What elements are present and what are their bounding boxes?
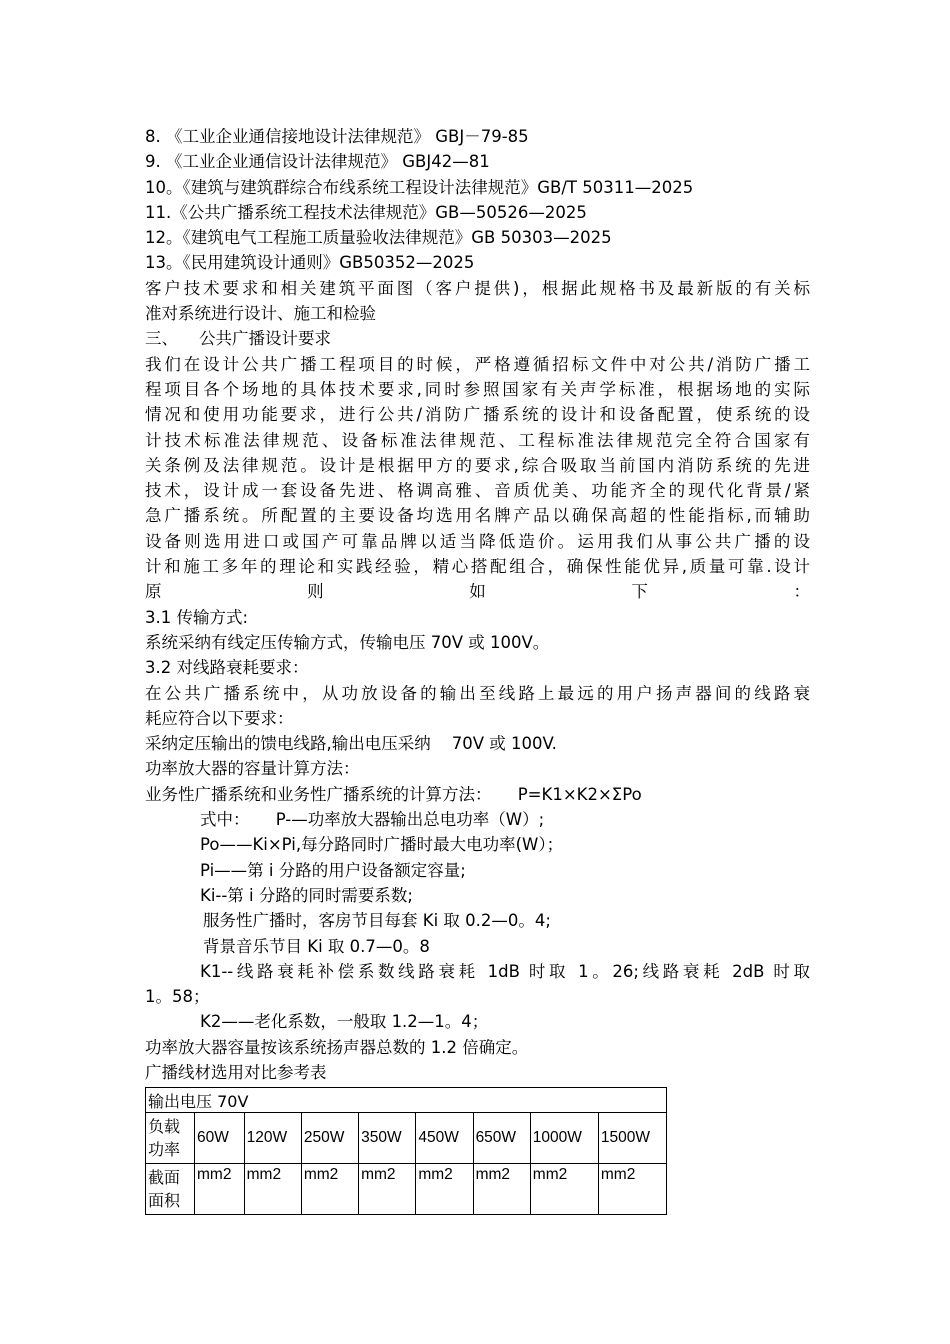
paragraph-line: 计技术标准法律规范、设备标准法律规范、工程标准法律规范完全符合国家有 [145,430,810,450]
formula-definition: Pi——第 i 分路的用户设备额定容量; [200,860,466,880]
reference-item: 12。《建筑电气工程施工质量验收法律规范》GB 50303—2025 [145,228,612,248]
table-cell: mm2 [473,1164,530,1215]
table-row [146,1164,667,1215]
formula-line: 业务性广播系统和业务性广播系统的计算方法： P=K1×K2×ΣPo [145,784,642,804]
table-header-cell: 输出电压 70V [146,1088,667,1113]
table-cell: 250W [301,1113,358,1164]
paragraph-line: 原则如下： [145,582,810,602]
table-cell: mm2 [359,1164,416,1215]
paragraph-line: 计和施工多年的理论和实践经验，精心搭配组合，确保性能优异,质量可靠.设计 [145,557,810,577]
table-row-label: 截面面积 [146,1164,195,1215]
table-cell: 120W [244,1113,301,1164]
table-cell: mm2 [416,1164,473,1215]
table-cell: 1500W [598,1113,666,1164]
reference-item: 8. 《工业企业通信接地设计法律规范》 GBJ－79-85 [145,127,529,146]
formula-definition: K1--线路衰耗补偿系数线路衰耗 1dB 时取 1。26;线路衰耗 2dB 时取 [200,961,810,981]
formula-definition: 服务性广播时，客房节目每套 Ki 取 0.2—0。4; [203,911,551,931]
paragraph-line: 功率放大器容量按该系统扬声器总数的 1.2 倍确定。 [145,1037,529,1057]
formula-definition: 1。58； [145,987,210,1007]
table-row-label: 负载功率 [146,1113,195,1164]
paragraph-line: 耗应符合以下要求： [145,708,294,728]
formula-definition: Po——Ki×Pi,每分路同时广播时最大电功率(W）； [200,835,564,855]
paragraph-line: 客户技术要求和相关建筑平面图（客户提供)，根据此规格书及最新版的有关标 [145,278,810,298]
paragraph-line: 准对系统进行设计、施工和检验 [145,304,376,324]
paragraph-line: 程项目各个场地的具体技术要求,同时参照国家有关声学标准，根据场地的实际 [145,379,810,399]
formula-definition: Ki--第 i 分路的同时需要系数; [200,885,413,905]
reference-item: 13。《民用建筑设计通则》GB50352—2025 [145,253,475,273]
paragraph-line: 技术，设计成一套设备先进、格调高雅、音质优美、功能齐全的现代化背景/紧 [145,481,810,501]
table-cell: 450W [416,1113,473,1164]
formula-definition: 式中： P-—功率放大器输出总电功率（W）; [200,810,545,830]
table-cell: mm2 [598,1164,666,1215]
reference-item: 10。《建筑与建筑群综合布线系统工程设计法律规范》GB/T 50311—2025 [145,177,694,197]
paragraph-line: 功率放大器的容量计算方法： [145,759,360,779]
paragraph-line: 系统采纳有线定压传输方式，传输电压 70V 或 100V。 [145,632,550,652]
cable-selection-table [145,1087,667,1215]
paragraph-line: 情况和使用功能要求，进行公共/消防广播系统的设计和设备配置，使系统的设 [145,405,810,425]
table-cell: mm2 [195,1164,245,1215]
paragraph-line: 急广播系统。所配置的主要设备均选用名牌产品以确保高超的性能指标,而辅助 [145,506,810,526]
reference-item: 9. 《工业企业通信设计法律规范》 GBJ42—81 [145,152,490,172]
paragraph-line: 关条例及法律规范。设计是根据甲方的要求,综合吸取当前国内消防系统的先进 [145,455,810,475]
table-cell: 60W [195,1113,245,1164]
table-cell: 1000W [530,1113,598,1164]
formula-definition: K2——老化系数，一般取 1.2—1。4； [200,1012,489,1032]
subsection-heading: 3.1 传输方式: [145,607,249,627]
table-cell: mm2 [244,1164,301,1215]
table-cell: mm2 [530,1164,598,1215]
document-body [145,124,810,1215]
table-cell: 350W [359,1113,416,1164]
paragraph-line: 采纳定压输出的馈电线路,输出电压采纳 70V 或 100V. [145,734,557,754]
table-caption: 广播线材选用对比参考表 [145,1062,327,1082]
formula-definition: 背景音乐节目 Ki 取 0.7—0。8 [203,936,430,956]
reference-item: 11.《公共广播系统工程技术法律规范》GB—50526—2025 [145,202,587,222]
table-cell: 650W [473,1113,530,1164]
paragraph-line: 设备则选用进口或国产可靠品牌以适当降低造价。运用我们从事公共广播的设 [145,531,810,551]
paragraph-line: 我们在设计公共广播工程项目的时候，严格遵循招标文件中对公共/消防广播工 [145,354,810,374]
paragraph-line: 在公共广播系统中，从功放设备的输出至线路上最远的用户扬声器间的线路衰 [145,683,810,703]
table-cell: mm2 [301,1164,358,1215]
section-heading: 三、 公共广播设计要求 [145,329,331,349]
table-row [146,1113,667,1164]
subsection-heading: 3.2 对线路衰耗要求： [145,658,309,678]
